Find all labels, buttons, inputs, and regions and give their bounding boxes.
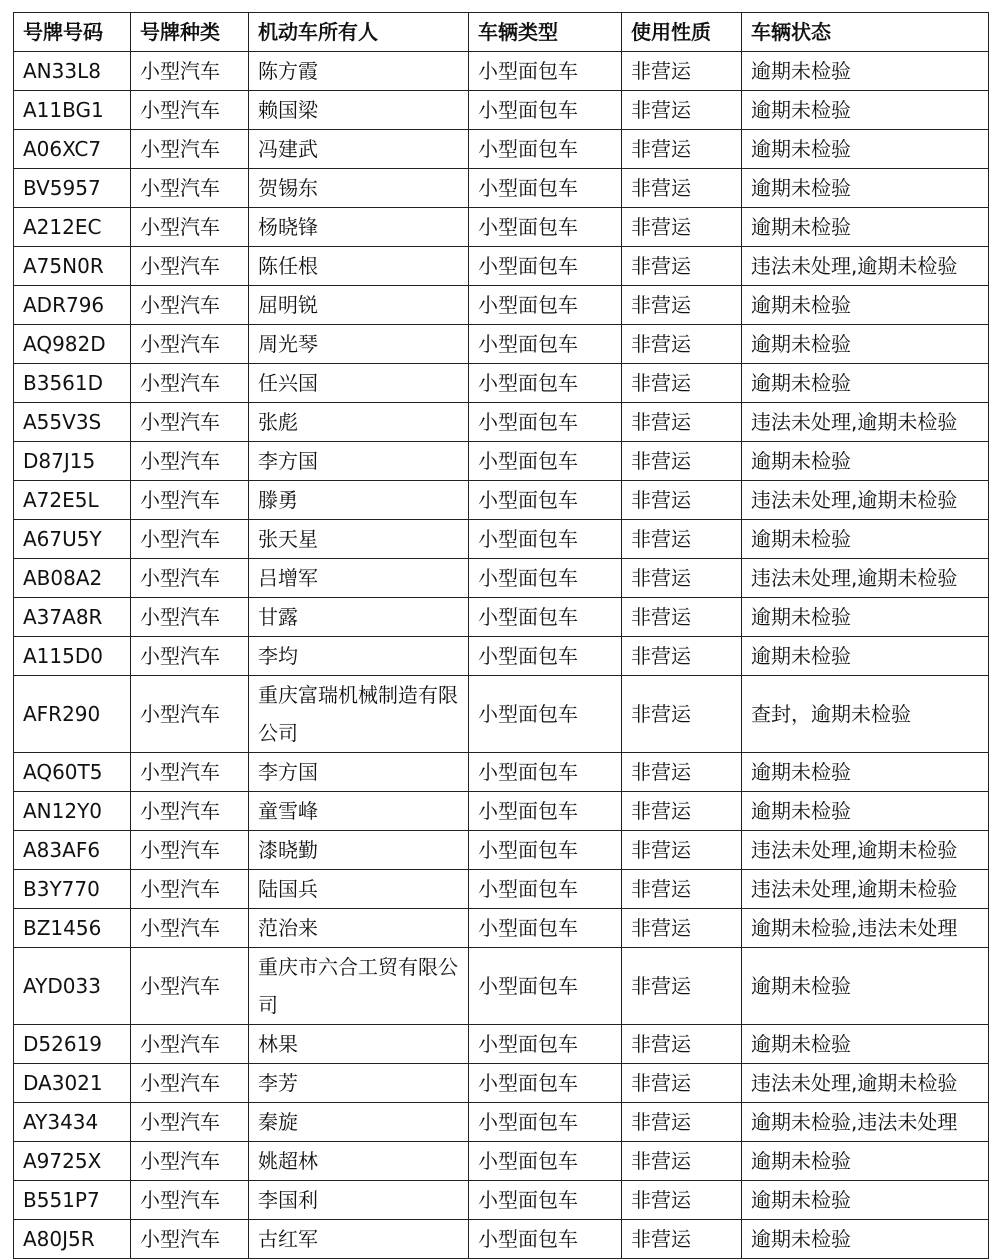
owner-cell: 杨晓锋 — [249, 208, 469, 247]
vehicle-type-cell: 小型面包车 — [469, 559, 622, 598]
vehicle-type-cell: 小型面包车 — [469, 870, 622, 909]
usage-cell: 非营运 — [622, 91, 742, 130]
plate-number-cell: A212EC — [14, 208, 131, 247]
table-row — [14, 831, 989, 870]
plate-number-cell: B551P7 — [14, 1181, 131, 1220]
plate-type-cell: 小型汽车 — [131, 208, 249, 247]
usage-cell: 非营运 — [622, 831, 742, 870]
plate-number-cell: B3Y770 — [14, 870, 131, 909]
table-row — [14, 1181, 989, 1220]
owner-cell: 李方国 — [249, 753, 469, 792]
vehicle-type-cell: 小型面包车 — [469, 792, 622, 831]
vehicle-type-cell: 小型面包车 — [469, 831, 622, 870]
vehicle-type-cell: 小型面包车 — [469, 325, 622, 364]
header-plate-number: 号牌号码 — [14, 13, 131, 52]
usage-cell: 非营运 — [622, 481, 742, 520]
owner-cell: 张天星 — [249, 520, 469, 559]
owner-cell: 甘露 — [249, 598, 469, 637]
owner-cell: 周光琴 — [249, 325, 469, 364]
plate-number-cell: A72E5L — [14, 481, 131, 520]
header-usage: 使用性质 — [622, 13, 742, 52]
table-row — [14, 325, 989, 364]
plate-type-cell: 小型汽车 — [131, 1181, 249, 1220]
table-row — [14, 481, 989, 520]
owner-cell: 童雪峰 — [249, 792, 469, 831]
status-cell: 逾期未检验 — [742, 598, 989, 637]
usage-cell: 非营运 — [622, 130, 742, 169]
plate-type-cell: 小型汽车 — [131, 1064, 249, 1103]
status-cell: 逾期未检验 — [742, 1025, 989, 1064]
vehicle-table — [13, 12, 989, 1259]
vehicle-type-cell: 小型面包车 — [469, 91, 622, 130]
plate-type-cell: 小型汽车 — [131, 753, 249, 792]
owner-cell: 张彪 — [249, 403, 469, 442]
usage-cell: 非营运 — [622, 520, 742, 559]
vehicle-type-cell: 小型面包车 — [469, 247, 622, 286]
table-header — [14, 13, 989, 52]
status-cell: 逾期未检验 — [742, 325, 989, 364]
vehicle-type-cell: 小型面包车 — [469, 1220, 622, 1259]
usage-cell: 非营运 — [622, 169, 742, 208]
usage-cell: 非营运 — [622, 598, 742, 637]
usage-cell: 非营运 — [622, 753, 742, 792]
plate-number-cell: ADR796 — [14, 286, 131, 325]
plate-number-cell: BV5957 — [14, 169, 131, 208]
table-row — [14, 208, 989, 247]
plate-number-cell: B3561D — [14, 364, 131, 403]
vehicle-type-cell: 小型面包车 — [469, 208, 622, 247]
usage-cell: 非营运 — [622, 1025, 742, 1064]
table-row — [14, 1064, 989, 1103]
plate-type-cell: 小型汽车 — [131, 598, 249, 637]
vehicle-type-cell: 小型面包车 — [469, 403, 622, 442]
plate-number-cell: A67U5Y — [14, 520, 131, 559]
owner-cell: 秦旋 — [249, 1103, 469, 1142]
vehicle-type-cell: 小型面包车 — [469, 1025, 622, 1064]
owner-cell: 李国利 — [249, 1181, 469, 1220]
status-cell: 违法未处理,逾期未检验 — [742, 559, 989, 598]
table-row — [14, 598, 989, 637]
plate-type-cell: 小型汽车 — [131, 247, 249, 286]
plate-type-cell: 小型汽车 — [131, 909, 249, 948]
status-cell: 逾期未检验 — [742, 792, 989, 831]
vehicle-table-container — [13, 12, 988, 1259]
usage-cell: 非营运 — [622, 286, 742, 325]
status-cell: 违法未处理,逾期未检验 — [742, 831, 989, 870]
owner-cell: 屈明锐 — [249, 286, 469, 325]
vehicle-type-cell: 小型面包车 — [469, 1142, 622, 1181]
vehicle-type-cell: 小型面包车 — [469, 286, 622, 325]
owner-cell: 重庆市六合工贸有限公司 — [249, 948, 469, 1025]
table-row — [14, 169, 989, 208]
plate-number-cell: AQ982D — [14, 325, 131, 364]
owner-cell: 重庆富瑞机械制造有限公司 — [249, 676, 469, 753]
plate-number-cell: A37A8R — [14, 598, 131, 637]
table-row — [14, 676, 989, 753]
usage-cell: 非营运 — [622, 559, 742, 598]
plate-type-cell: 小型汽车 — [131, 403, 249, 442]
vehicle-type-cell: 小型面包车 — [469, 364, 622, 403]
owner-cell: 李方国 — [249, 442, 469, 481]
usage-cell: 非营运 — [622, 247, 742, 286]
plate-type-cell: 小型汽车 — [131, 1025, 249, 1064]
plate-type-cell: 小型汽车 — [131, 1220, 249, 1259]
owner-cell: 陈任根 — [249, 247, 469, 286]
vehicle-type-cell: 小型面包车 — [469, 130, 622, 169]
plate-type-cell: 小型汽车 — [131, 1142, 249, 1181]
vehicle-type-cell: 小型面包车 — [469, 948, 622, 1025]
status-cell: 逾期未检验 — [742, 286, 989, 325]
plate-number-cell: A83AF6 — [14, 831, 131, 870]
plate-number-cell: AQ60T5 — [14, 753, 131, 792]
vehicle-type-cell: 小型面包车 — [469, 676, 622, 753]
plate-type-cell: 小型汽车 — [131, 52, 249, 91]
status-cell: 逾期未检验 — [742, 1181, 989, 1220]
plate-number-cell: A115D0 — [14, 637, 131, 676]
owner-cell: 任兴国 — [249, 364, 469, 403]
plate-type-cell: 小型汽车 — [131, 91, 249, 130]
plate-type-cell: 小型汽车 — [131, 831, 249, 870]
plate-number-cell: A11BG1 — [14, 91, 131, 130]
status-cell: 逾期未检验 — [742, 753, 989, 792]
owner-cell: 李芳 — [249, 1064, 469, 1103]
header-owner: 机动车所有人 — [249, 13, 469, 52]
table-row — [14, 1142, 989, 1181]
plate-number-cell: AN33L8 — [14, 52, 131, 91]
plate-type-cell: 小型汽车 — [131, 559, 249, 598]
table-row — [14, 130, 989, 169]
owner-cell: 贺锡东 — [249, 169, 469, 208]
plate-number-cell: D52619 — [14, 1025, 131, 1064]
status-cell: 违法未处理,逾期未检验 — [742, 403, 989, 442]
usage-cell: 非营运 — [622, 442, 742, 481]
owner-cell: 陈方霞 — [249, 52, 469, 91]
plate-type-cell: 小型汽车 — [131, 792, 249, 831]
owner-cell: 赖国梁 — [249, 91, 469, 130]
vehicle-type-cell: 小型面包车 — [469, 909, 622, 948]
header-status: 车辆状态 — [742, 13, 989, 52]
usage-cell: 非营运 — [622, 792, 742, 831]
usage-cell: 非营运 — [622, 364, 742, 403]
plate-type-cell: 小型汽车 — [131, 676, 249, 753]
owner-cell: 漆晓勤 — [249, 831, 469, 870]
table-row — [14, 247, 989, 286]
plate-type-cell: 小型汽车 — [131, 130, 249, 169]
usage-cell: 非营运 — [622, 909, 742, 948]
plate-number-cell: AN12Y0 — [14, 792, 131, 831]
usage-cell: 非营运 — [622, 52, 742, 91]
status-cell: 逾期未检验 — [742, 1142, 989, 1181]
vehicle-type-cell: 小型面包车 — [469, 169, 622, 208]
owner-cell: 古红军 — [249, 1220, 469, 1259]
status-cell: 逾期未检验 — [742, 208, 989, 247]
vehicle-type-cell: 小型面包车 — [469, 442, 622, 481]
status-cell: 逾期未检验 — [742, 91, 989, 130]
status-cell: 逾期未检验 — [742, 442, 989, 481]
header-vehicle-type: 车辆类型 — [469, 13, 622, 52]
vehicle-type-cell: 小型面包车 — [469, 1064, 622, 1103]
table-row — [14, 91, 989, 130]
plate-number-cell: A55V3S — [14, 403, 131, 442]
plate-number-cell: D87J15 — [14, 442, 131, 481]
plate-type-cell: 小型汽车 — [131, 286, 249, 325]
plate-number-cell: DA3021 — [14, 1064, 131, 1103]
plate-type-cell: 小型汽车 — [131, 442, 249, 481]
vehicle-type-cell: 小型面包车 — [469, 520, 622, 559]
plate-number-cell: AB08A2 — [14, 559, 131, 598]
plate-type-cell: 小型汽车 — [131, 637, 249, 676]
usage-cell: 非营运 — [622, 676, 742, 753]
table-row — [14, 1103, 989, 1142]
plate-type-cell: 小型汽车 — [131, 364, 249, 403]
owner-cell: 姚超林 — [249, 1142, 469, 1181]
vehicle-type-cell: 小型面包车 — [469, 1181, 622, 1220]
table-row — [14, 364, 989, 403]
table-row — [14, 403, 989, 442]
plate-number-cell: A06XC7 — [14, 130, 131, 169]
vehicle-type-cell: 小型面包车 — [469, 52, 622, 91]
status-cell: 逾期未检验 — [742, 520, 989, 559]
plate-type-cell: 小型汽车 — [131, 948, 249, 1025]
status-cell: 查封，逾期未检验 — [742, 676, 989, 753]
usage-cell: 非营运 — [622, 208, 742, 247]
plate-number-cell: A75N0R — [14, 247, 131, 286]
plate-type-cell: 小型汽车 — [131, 1103, 249, 1142]
plate-type-cell: 小型汽车 — [131, 169, 249, 208]
plate-type-cell: 小型汽车 — [131, 520, 249, 559]
table-row — [14, 52, 989, 91]
table-row — [14, 792, 989, 831]
usage-cell: 非营运 — [622, 637, 742, 676]
vehicle-type-cell: 小型面包车 — [469, 753, 622, 792]
usage-cell: 非营运 — [622, 1181, 742, 1220]
header-plate-type: 号牌种类 — [131, 13, 249, 52]
vehicle-type-cell: 小型面包车 — [469, 598, 622, 637]
status-cell: 逾期未检验 — [742, 169, 989, 208]
plate-type-cell: 小型汽车 — [131, 325, 249, 364]
table-row — [14, 1025, 989, 1064]
plate-number-cell: AY3434 — [14, 1103, 131, 1142]
table-row — [14, 520, 989, 559]
usage-cell: 非营运 — [622, 325, 742, 364]
status-cell: 违法未处理,逾期未检验 — [742, 247, 989, 286]
plate-type-cell: 小型汽车 — [131, 870, 249, 909]
plate-number-cell: A80J5R — [14, 1220, 131, 1259]
usage-cell: 非营运 — [622, 1103, 742, 1142]
usage-cell: 非营运 — [622, 870, 742, 909]
table-row — [14, 637, 989, 676]
usage-cell: 非营运 — [622, 1064, 742, 1103]
owner-cell: 李均 — [249, 637, 469, 676]
status-cell: 逾期未检验 — [742, 130, 989, 169]
status-cell: 违法未处理,逾期未检验 — [742, 1064, 989, 1103]
owner-cell: 滕勇 — [249, 481, 469, 520]
plate-number-cell: A9725X — [14, 1142, 131, 1181]
table-row — [14, 1220, 989, 1259]
usage-cell: 非营运 — [622, 1142, 742, 1181]
table-row — [14, 948, 989, 1025]
vehicle-type-cell: 小型面包车 — [469, 637, 622, 676]
owner-cell: 范治来 — [249, 909, 469, 948]
status-cell: 逾期未检验 — [742, 948, 989, 1025]
owner-cell: 陆国兵 — [249, 870, 469, 909]
status-cell: 逾期未检验 — [742, 364, 989, 403]
status-cell: 逾期未检验 — [742, 52, 989, 91]
plate-number-cell: AYD033 — [14, 948, 131, 1025]
status-cell: 违法未处理,逾期未检验 — [742, 870, 989, 909]
table-row — [14, 753, 989, 792]
usage-cell: 非营运 — [622, 403, 742, 442]
table-row — [14, 442, 989, 481]
status-cell: 逾期未检验,违法未处理 — [742, 1103, 989, 1142]
table-row — [14, 870, 989, 909]
usage-cell: 非营运 — [622, 1220, 742, 1259]
table-row — [14, 909, 989, 948]
vehicle-type-cell: 小型面包车 — [469, 1103, 622, 1142]
plate-number-cell: BZ1456 — [14, 909, 131, 948]
plate-type-cell: 小型汽车 — [131, 481, 249, 520]
owner-cell: 冯建武 — [249, 130, 469, 169]
status-cell: 逾期未检验 — [742, 1220, 989, 1259]
status-cell: 违法未处理,逾期未检验 — [742, 481, 989, 520]
header-row — [14, 13, 989, 52]
status-cell: 逾期未检验,违法未处理 — [742, 909, 989, 948]
table-body — [14, 52, 989, 1259]
plate-number-cell: AFR290 — [14, 676, 131, 753]
vehicle-type-cell: 小型面包车 — [469, 481, 622, 520]
usage-cell: 非营运 — [622, 948, 742, 1025]
owner-cell: 林果 — [249, 1025, 469, 1064]
table-row — [14, 559, 989, 598]
owner-cell: 吕增军 — [249, 559, 469, 598]
table-row — [14, 286, 989, 325]
status-cell: 逾期未检验 — [742, 637, 989, 676]
